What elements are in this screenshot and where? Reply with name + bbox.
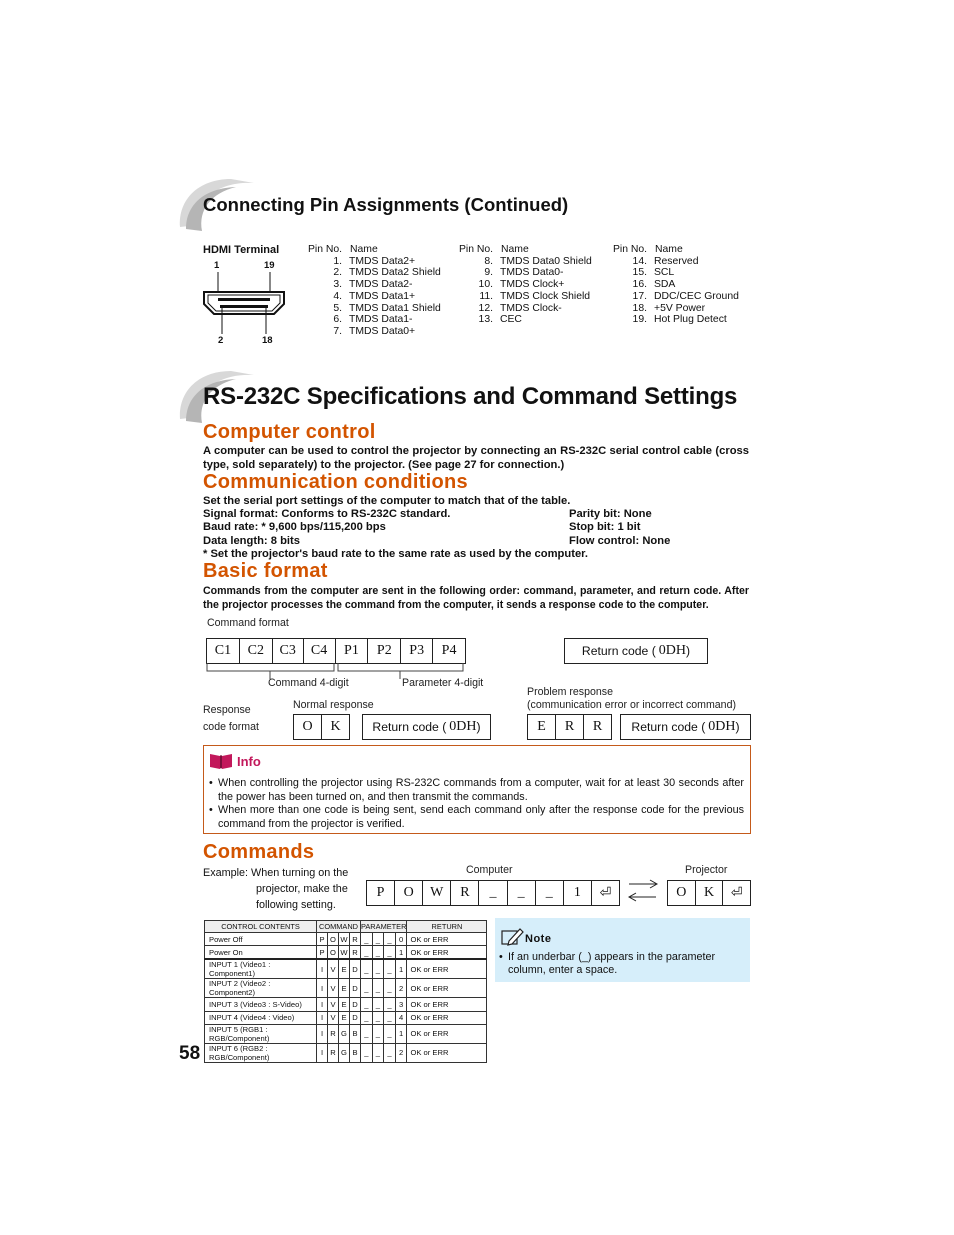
format-cell: C2 <box>240 639 273 663</box>
return-value: OK or ERR <box>407 946 487 960</box>
th-return: RETURN <box>407 921 487 933</box>
command-char: R <box>350 946 361 960</box>
parameter-char: _ <box>361 979 373 998</box>
command-char: E <box>339 998 350 1011</box>
format-cell: K <box>696 881 724 905</box>
hdmi-pin-1-label: 1 <box>214 260 220 271</box>
format-cell: R <box>592 719 603 734</box>
pin-row <box>308 303 458 315</box>
control-name: INPUT 1 (Video1 : Component1) <box>205 959 317 979</box>
format-cell: ⏎ <box>730 885 743 901</box>
table-row <box>205 933 487 946</box>
control-name: INPUT 2 (Video2 : Component2) <box>205 979 317 998</box>
pin-number: 9. <box>484 267 493 279</box>
command-format-cells <box>206 638 466 664</box>
pin-number: 18. <box>632 302 647 314</box>
pin-number: 10. <box>478 279 493 291</box>
parameter-char: _ <box>361 1011 373 1024</box>
pin-name: CEC <box>500 314 522 326</box>
info-bullet <box>209 804 744 831</box>
heading-commands: Commands <box>203 841 315 863</box>
pin-number: 5. <box>333 302 342 314</box>
pin-number: 13. <box>478 314 493 326</box>
command-char: I <box>317 998 328 1011</box>
parameter-char: _ <box>372 1011 384 1024</box>
pin-row <box>613 267 763 279</box>
table-row <box>205 998 487 1011</box>
page-title: RS-232C Specifications and Command Settings <box>203 383 738 410</box>
command-char: V <box>328 979 339 998</box>
parameter-char: _ <box>372 998 384 1011</box>
parameter-char: 1 <box>395 946 407 960</box>
pin-row <box>613 314 763 326</box>
th-command: COMMAND <box>317 921 361 933</box>
info-box <box>203 745 751 834</box>
command-4-digit-label: Command 4-digit <box>268 677 349 689</box>
parameter-char: _ <box>384 1043 396 1062</box>
pin-number: 6. <box>333 314 342 326</box>
computer-label: Computer <box>466 864 513 876</box>
info-title: Info <box>237 754 261 769</box>
th-control-contents: CONTROL CONTENTS <box>205 921 317 933</box>
pin-name: TMDS Data0- <box>500 267 564 279</box>
format-cell: W <box>423 881 451 905</box>
return-value: OK or ERR <box>407 979 487 998</box>
control-name: INPUT 6 (RGB2 : RGB/Component) <box>205 1043 317 1062</box>
info-bullets <box>209 777 744 831</box>
parameter-char: _ <box>384 998 396 1011</box>
name-header: Name <box>501 244 529 255</box>
control-name: Power Off <box>205 933 317 946</box>
pin-row <box>613 279 763 291</box>
pin-name: TMDS Clock Shield <box>500 290 591 302</box>
baud-footnote: * Set the projector's baud rate to the same rate as used by the computer. <box>203 548 589 560</box>
normal-response-label: Normal response <box>293 699 374 711</box>
parameter-4-digit-label: Parameter 4-digit <box>402 677 484 689</box>
pin-row <box>613 256 763 268</box>
pin-no-header: Pin No. <box>613 244 648 255</box>
return-value: OK or ERR <box>407 933 487 946</box>
parameter-char: 4 <box>395 1011 407 1024</box>
hdmi-terminal-label: HDMI Terminal <box>203 244 280 256</box>
return-value: OK or ERR <box>407 1043 487 1062</box>
pin-row <box>459 256 609 268</box>
command-char: I <box>317 1011 328 1024</box>
pin-number: 11. <box>479 290 493 302</box>
pin-no-header: Pin No. <box>459 244 494 255</box>
format-cell: R <box>451 881 479 905</box>
book-icon <box>209 752 233 770</box>
flow-control: Flow control: None <box>569 535 671 547</box>
heading-communication-conditions: Communication conditions <box>203 471 468 493</box>
pin-name: TMDS Data1 Shield <box>349 302 441 314</box>
pin-row <box>308 279 458 291</box>
command-char: R <box>328 1043 339 1062</box>
format-cell: _ <box>536 881 564 905</box>
example-line-3: following setting. <box>256 899 336 911</box>
command-char: E <box>339 959 350 979</box>
return-value: OK or ERR <box>407 998 487 1011</box>
pin-number: 15. <box>632 267 647 279</box>
control-name: INPUT 4 (Video4 : Video) <box>205 1011 317 1024</box>
pin-name: SDA <box>654 279 676 291</box>
computer-command-cells <box>366 880 620 906</box>
pin-number: 4. <box>333 290 342 302</box>
response-label: Response <box>203 704 251 716</box>
page-number: 58 <box>179 1043 201 1064</box>
control-name: INPUT 3 (Video3 : S-Video) <box>205 998 317 1011</box>
pin-row <box>459 303 609 315</box>
pin-number: 3. <box>333 279 342 291</box>
heading-basic-format: Basic format <box>203 560 328 582</box>
parameter-char: 2 <box>395 1043 407 1062</box>
pin-name: TMDS Clock- <box>500 302 562 314</box>
command-format-label: Command format <box>207 617 289 629</box>
pin-row <box>308 326 458 338</box>
format-cell: P3 <box>401 639 433 663</box>
format-cell: P2 <box>368 639 401 663</box>
command-table <box>204 920 487 1063</box>
example-line-2: projector, make the <box>256 883 348 895</box>
parameter-char: 1 <box>395 1024 407 1043</box>
command-char: O <box>328 946 339 960</box>
format-cell: 1 <box>564 881 592 905</box>
table-row <box>205 1043 487 1062</box>
return-value: OK or ERR <box>407 1024 487 1043</box>
basic-format-text: Commands from the computer are sent in the following order: command, parameter, and return code. After the projector processes the command from the computer, it sends a response code to the computer. <box>203 585 749 611</box>
table-row <box>205 946 487 960</box>
parameter-char: _ <box>384 933 396 946</box>
return-value: OK or ERR <box>407 959 487 979</box>
table-row <box>205 1024 487 1043</box>
parameter-char: _ <box>372 933 384 946</box>
note-pencil-icon <box>500 927 524 947</box>
hdmi-pin-2-label: 2 <box>218 335 224 346</box>
pin-row <box>459 267 609 279</box>
format-cell: O <box>395 881 423 905</box>
command-char: E <box>339 979 350 998</box>
format-cell: P1 <box>336 639 369 663</box>
command-char: G <box>339 1043 350 1062</box>
pin-name: Hot Plug Detect <box>654 314 727 326</box>
pin-name: DDC/CEC Ground <box>654 290 739 302</box>
command-char: D <box>350 959 361 979</box>
format-cell: K <box>330 719 341 734</box>
parameter-char: _ <box>372 959 384 979</box>
pin-number: 17. <box>632 290 647 302</box>
pin-name: TMDS Data2 Shield <box>349 267 441 279</box>
command-char: V <box>328 998 339 1011</box>
pin-number: 8. <box>484 255 493 267</box>
pin-name: TMDS Data2+ <box>349 255 416 267</box>
pin-name: TMDS Data2- <box>349 279 413 291</box>
section-title-pin-assignments: Connecting Pin Assignments (Continued) <box>203 194 569 215</box>
pin-row <box>613 303 763 315</box>
communication-intro: Set the serial port settings of the computer to match that of the table. <box>203 495 571 507</box>
pin-row <box>308 291 458 303</box>
command-char: D <box>350 979 361 998</box>
pin-number: 19. <box>632 314 647 326</box>
command-char: B <box>350 1043 361 1062</box>
command-char: B <box>350 1024 361 1043</box>
command-char: O <box>328 933 339 946</box>
pin-row <box>459 291 609 303</box>
info-bullet <box>209 777 744 804</box>
parameter-char: 2 <box>395 979 407 998</box>
pin-row <box>459 279 609 291</box>
normal-response-cells <box>293 714 350 740</box>
note-title: Note <box>525 933 552 945</box>
pin-name: SCL <box>654 267 675 279</box>
pin-name: TMDS Data0 Shield <box>500 255 592 267</box>
exchange-arrows-icon <box>626 876 660 904</box>
bullet-dot: • <box>209 777 213 789</box>
projector-label: Projector <box>685 864 728 876</box>
example-line-1: Example: When turning on the <box>203 867 349 879</box>
name-header: Name <box>655 244 683 255</box>
control-name: Power On <box>205 946 317 960</box>
parameter-char: _ <box>361 946 373 960</box>
pin-row <box>308 256 458 268</box>
pin-name: TMDS Data1- <box>349 314 413 326</box>
parameter-char: _ <box>361 1043 373 1062</box>
projector-response-cells <box>667 880 751 906</box>
pin-no-header: Pin No. <box>308 244 343 255</box>
parity-bit: Parity bit: None <box>569 508 652 520</box>
pin-number: 12. <box>478 302 493 314</box>
pin-row <box>459 314 609 326</box>
problem-response-desc: (communication error or incorrect command) <box>527 699 736 711</box>
pin-number: 7. <box>333 325 342 337</box>
pin-row <box>613 291 763 303</box>
pin-name: Reserved <box>654 255 699 267</box>
pin-name: TMDS Data1+ <box>349 290 416 302</box>
format-cell: O <box>294 715 322 739</box>
pin-number: 2. <box>333 267 342 279</box>
parameter-char: _ <box>361 998 373 1011</box>
parameter-char: _ <box>372 1043 384 1062</box>
pin-number: 14. <box>632 255 647 267</box>
pin-row <box>308 267 458 279</box>
code-format-label: code format <box>203 721 259 733</box>
format-cell: C1 <box>207 639 240 663</box>
pin-number: 16. <box>632 279 647 291</box>
parameter-char: _ <box>384 946 396 960</box>
format-cell: P4 <box>441 643 457 658</box>
hdmi-pin-18-label: 18 <box>262 335 273 346</box>
command-char: I <box>317 959 328 979</box>
stop-bit: Stop bit: 1 bit <box>569 521 641 533</box>
return-value: OK or ERR <box>407 1011 487 1024</box>
note-box <box>495 918 750 982</box>
hdmi-connector-icon <box>200 270 290 336</box>
command-char: R <box>328 1024 339 1043</box>
command-char: D <box>350 1011 361 1024</box>
command-char: R <box>350 933 361 946</box>
format-cell: _ <box>479 881 507 905</box>
pin-name: +5V Power <box>654 302 706 314</box>
hdmi-pin-19-label: 19 <box>264 260 275 271</box>
parameter-char: _ <box>361 933 373 946</box>
command-char: V <box>328 959 339 979</box>
return-code-box: Return code ( 0DH ) <box>564 638 708 664</box>
bullet-dot: • <box>209 804 213 816</box>
command-char: D <box>350 998 361 1011</box>
format-cell: E <box>528 715 556 739</box>
pin-name: TMDS Data0+ <box>349 325 416 337</box>
control-name: INPUT 5 (RGB1 : RGB/Component) <box>205 1024 317 1043</box>
table-row <box>205 1011 487 1024</box>
command-char: I <box>317 1043 328 1062</box>
pin-row <box>308 314 458 326</box>
command-char: P <box>317 946 328 960</box>
parameter-char: 0 <box>395 933 407 946</box>
command-char: V <box>328 1011 339 1024</box>
pin-number: 1. <box>333 255 342 267</box>
baud-rate: Baud rate: * 9,600 bps/115,200 bps <box>203 521 386 533</box>
command-char: G <box>339 1024 350 1043</box>
format-cell: R <box>556 715 584 739</box>
parameter-char: 3 <box>395 998 407 1011</box>
parameter-char: _ <box>372 1024 384 1043</box>
note-bullet: • If an underbar (_) appears in the parameter column, enter a space. <box>499 951 716 976</box>
parameter-char: _ <box>384 1024 396 1043</box>
command-char: P <box>317 933 328 946</box>
signal-format: Signal format: Conforms to RS-232C standard. <box>203 508 451 520</box>
problem-response-label: Problem response <box>527 686 613 698</box>
format-cell: C3 <box>273 639 304 663</box>
computer-control-text: A computer can be used to control the projector by connecting an RS-232C serial control cable (cross type, sold separately) to the projector. (See page 27 for connection.) <box>203 445 749 471</box>
parameter-char: _ <box>372 946 384 960</box>
parameter-char: _ <box>361 959 373 979</box>
problem-return-code-box: Return code ( 0DH ) <box>620 714 751 740</box>
data-length: Data length: 8 bits <box>203 535 300 547</box>
hdmi-pin-column-2 <box>459 244 609 326</box>
command-char: W <box>339 933 350 946</box>
normal-return-code-box: Return code ( 0DH ) <box>362 714 491 740</box>
parameter-char: _ <box>372 979 384 998</box>
format-cell: C4 <box>304 639 336 663</box>
name-header: Name <box>350 244 378 255</box>
parameter-char: _ <box>384 959 396 979</box>
heading-computer-control: Computer control <box>203 421 376 443</box>
info-bullet-text: When more than one code is being sent, send each command only after the response code for the previous command from the projector is verified. <box>218 804 744 830</box>
parameter-char: _ <box>384 1011 396 1024</box>
hdmi-pin-column-1 <box>308 244 458 338</box>
parameter-char: 1 <box>395 959 407 979</box>
format-cell: _ <box>508 881 536 905</box>
info-bullet-text: When controlling the projector using RS-232C commands from a computer, wait for at least 30 seconds after the power has been turned on, and then transmit the commands. <box>218 777 744 803</box>
parameter-char: _ <box>361 1024 373 1043</box>
problem-response-cells <box>527 714 612 740</box>
format-cell: ⏎ <box>599 885 612 901</box>
command-char: E <box>339 1011 350 1024</box>
table-row <box>205 979 487 998</box>
command-char: I <box>317 1024 328 1043</box>
pin-name: TMDS Clock+ <box>500 279 565 291</box>
command-char: I <box>317 979 328 998</box>
table-row <box>205 959 487 979</box>
format-cell: P <box>367 881 395 905</box>
hdmi-pin-column-3 <box>613 244 763 326</box>
parameter-char: _ <box>384 979 396 998</box>
format-cell: O <box>668 881 696 905</box>
command-char: W <box>339 946 350 960</box>
th-parameter: PARAMETER <box>361 922 407 931</box>
